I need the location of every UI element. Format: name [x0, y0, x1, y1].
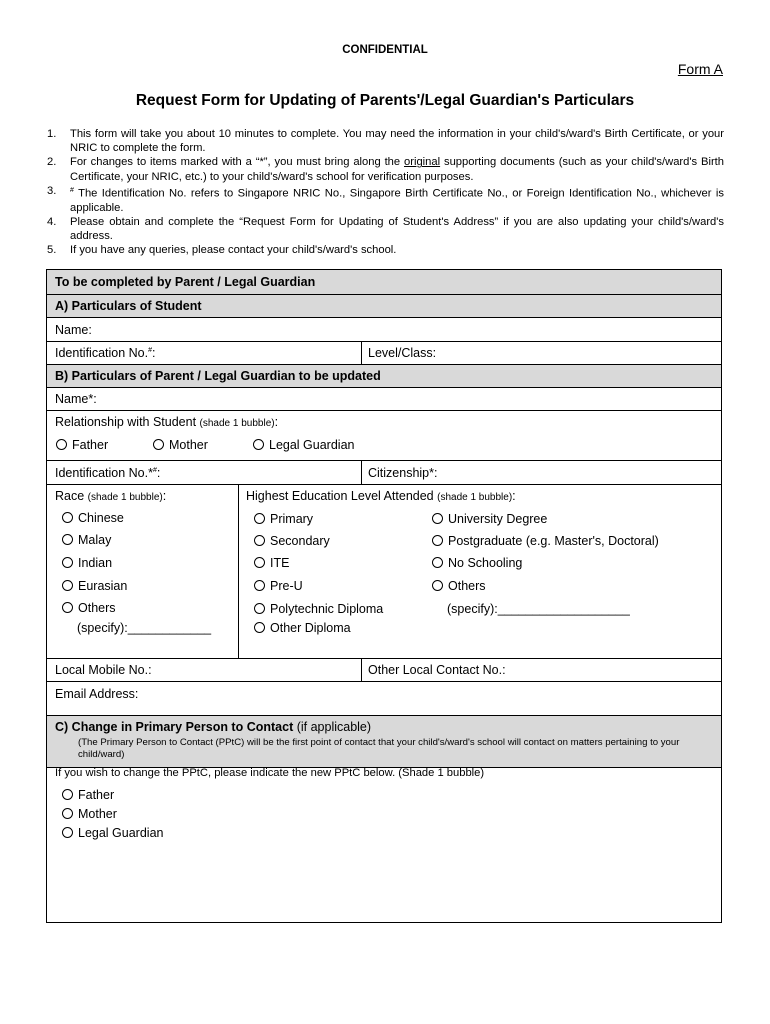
divider	[238, 485, 239, 659]
edu-others-radio[interactable]: Others	[432, 579, 486, 593]
form-id-label: Form A	[677, 61, 723, 77]
race-chinese-radio[interactable]: Chinese	[62, 511, 124, 525]
guardian-name-field[interactable]: Name*:	[47, 388, 721, 411]
pptc-mother-radio[interactable]: Mother	[62, 807, 117, 821]
page-title: Request Form for Updating of Parents'/Legal Guardian's Particulars	[135, 92, 635, 109]
education-label: Highest Education Level Attended (shade 1 bubble):	[246, 489, 516, 503]
radio-bubble-icon	[62, 534, 73, 545]
radio-bubble-icon	[62, 827, 73, 838]
student-name-field[interactable]: Name:	[47, 318, 721, 342]
student-level-field[interactable]: Level/Class:	[368, 346, 437, 360]
radio-bubble-icon	[153, 439, 164, 450]
radio-bubble-icon	[62, 602, 73, 613]
radio-bubble-icon	[432, 557, 443, 568]
edu-university-radio[interactable]: University Degree	[432, 512, 547, 526]
instruction-item: 1. This form will take you about 10 minutes to complete. You may need the information in your child's/ward's Birth Certificate, or your NRIC to complete the form.	[47, 128, 724, 155]
radio-bubble-icon	[432, 580, 443, 591]
race-indian-radio[interactable]: Indian	[62, 556, 112, 570]
radio-bubble-icon	[62, 512, 73, 523]
contact-row	[47, 659, 721, 682]
relationship-father-radio[interactable]: Father	[56, 438, 108, 452]
instructions-list	[47, 127, 724, 258]
relationship-row	[47, 411, 721, 461]
radio-bubble-icon	[432, 535, 443, 546]
section-c-header: C) Change in Primary Person to Contact (if applicable) (The Primary Person to Contact (PPtC) will be the first point of contact that your child's/ward's school will contact on matters pertaining to your child/ward)	[47, 716, 721, 768]
race-eurasian-radio[interactable]: Eurasian	[62, 579, 127, 593]
relationship-mother-radio[interactable]: Mother	[153, 438, 208, 452]
instruction-item: 4. Please obtain and complete the “Request Form for Updating of Student's Address” if you are also updating your child's/ward's address.	[47, 215, 724, 243]
edu-polytechnic-radio[interactable]: Polytechnic Diploma	[254, 602, 383, 616]
edu-postgraduate-radio[interactable]: Postgraduate (e.g. Master's, Doctoral)	[432, 534, 659, 548]
radio-bubble-icon	[254, 535, 265, 546]
instruction-item: 5. If you have any queries, please contact your child's/ward's school.	[47, 244, 397, 257]
radio-bubble-icon	[62, 580, 73, 591]
radio-bubble-icon	[432, 513, 443, 524]
guardian-id-field[interactable]: Identification No.*#:	[55, 466, 161, 480]
instruction-item: 2. For changes to items marked with a “*”, you must bring along the original supporting documents (such as your child's/ward's Birth Certificate, your NRIC, etc.) to your child's/ward's school for verification purposes.	[47, 156, 724, 183]
radio-bubble-icon	[254, 557, 265, 568]
email-field[interactable]: Email Address:	[47, 682, 721, 716]
section-c-note: (The Primary Person to Contact (PPtC) will be the first point of contact that your child's/ward's school will contact on matters pertaining to your child/ward)	[78, 737, 680, 760]
pptc-father-radio[interactable]: Father	[62, 788, 114, 802]
instruction-item: 3. # The Identification No. refers to Singapore NRIC No., Singapore Birth Certificate No., or Foreign Identification No., whichever is applicable.	[47, 184, 724, 214]
confidential-label: CONFIDENTIAL	[342, 44, 428, 56]
race-malay-radio[interactable]: Malay	[62, 533, 111, 547]
radio-bubble-icon	[62, 789, 73, 800]
edu-other-diploma-radio[interactable]: Other Diploma	[254, 621, 351, 635]
race-label: Race (shade 1 bubble):	[55, 489, 167, 503]
edu-preu-radio[interactable]: Pre-U	[254, 579, 303, 593]
radio-bubble-icon	[253, 439, 264, 450]
form-table	[46, 269, 722, 923]
mobile-field[interactable]: Local Mobile No.:	[55, 663, 152, 677]
edu-primary-radio[interactable]: Primary	[254, 512, 313, 526]
divider	[361, 342, 362, 365]
edu-no-schooling-radio[interactable]: No Schooling	[432, 556, 522, 570]
edu-specify-field[interactable]: (specify):___________________	[447, 602, 630, 616]
radio-bubble-icon	[254, 622, 265, 633]
section-a-header: A) Particulars of Student	[47, 295, 721, 318]
other-contact-field[interactable]: Other Local Contact No.:	[368, 663, 506, 677]
section-b-header: B) Particulars of Parent / Legal Guardian to be updated	[47, 365, 721, 388]
radio-bubble-icon	[62, 808, 73, 819]
pptc-guardian-radio[interactable]: Legal Guardian	[62, 826, 163, 840]
citizenship-field[interactable]: Citizenship*:	[368, 466, 438, 480]
race-others-radio[interactable]: Others	[62, 601, 116, 615]
relationship-guardian-radio[interactable]: Legal Guardian	[253, 438, 354, 452]
student-id-row	[47, 342, 721, 365]
student-id-field[interactable]: Identification No.#:	[55, 346, 156, 360]
form-heading: To be completed by Parent / Legal Guardian	[47, 270, 721, 295]
guardian-id-row	[47, 461, 721, 485]
edu-secondary-radio[interactable]: Secondary	[254, 534, 330, 548]
relationship-label: Relationship with Student (shade 1 bubble):	[55, 415, 279, 429]
radio-bubble-icon	[254, 513, 265, 524]
radio-bubble-icon	[254, 580, 265, 591]
pptc-instruction: If you wish to change the PPtC, please indicate the new PPtC below. (Shade 1 bubble)	[55, 767, 485, 779]
race-specify-field[interactable]: (specify):____________	[77, 621, 212, 635]
radio-bubble-icon	[254, 603, 265, 614]
radio-bubble-icon	[56, 439, 67, 450]
divider	[361, 461, 362, 485]
divider	[361, 659, 362, 682]
edu-ite-radio[interactable]: ITE	[254, 556, 289, 570]
radio-bubble-icon	[62, 557, 73, 568]
race-education-row	[47, 485, 721, 659]
